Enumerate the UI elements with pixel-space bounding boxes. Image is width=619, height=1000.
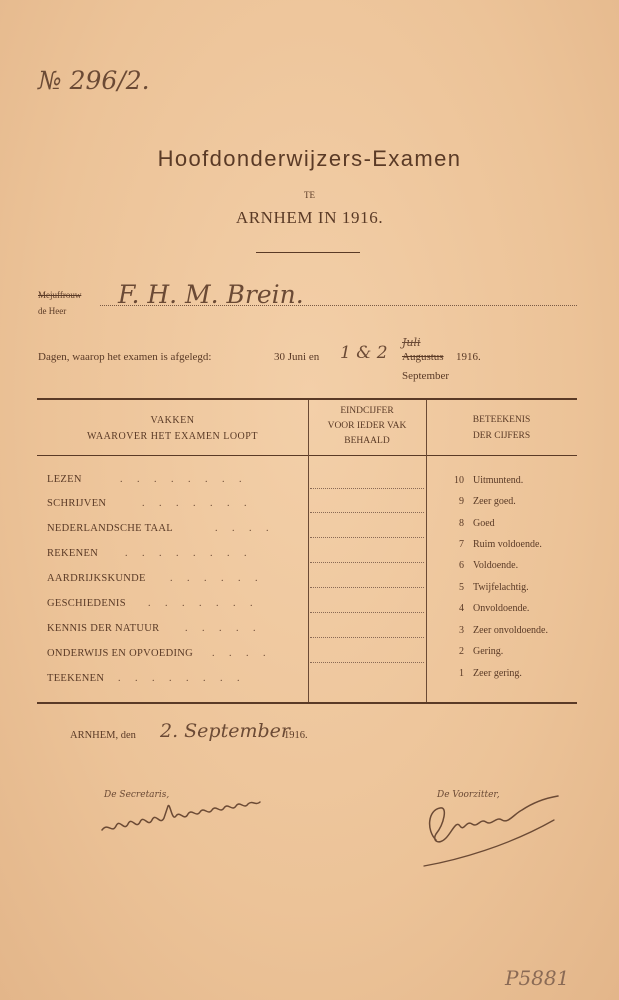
grade-meaning: Uitmuntend. <box>473 475 524 486</box>
certificate-number: № 296/2. <box>38 66 150 95</box>
subject-label: GESCHIEDENIS <box>47 598 126 609</box>
chairman-label: De Voorzitter, <box>437 790 500 800</box>
subject-leader-dots: . . . . . . . . <box>125 548 253 559</box>
grade-meaning: Twijfelachtig. <box>473 582 529 593</box>
grade-meaning: Gering. <box>473 646 504 657</box>
place-date-year: 1916. <box>284 730 308 741</box>
place-date-handwritten: 2. September <box>160 720 290 742</box>
subject-label: NEDERLANDSCHE TAAL <box>47 523 173 534</box>
grade-number: 6 <box>459 560 464 571</box>
col-subjects-header-line1: VAKKEN <box>150 415 195 426</box>
grade-cell <box>310 612 424 613</box>
table-bottom-rule <box>37 702 577 704</box>
dates-printed-day: 30 Juni en <box>274 351 320 363</box>
subject-label: KENNIS DER NATUUR <box>47 623 160 634</box>
grade-meaning: Zeer gering. <box>473 668 522 679</box>
grade-number: 3 <box>459 625 464 636</box>
salutation-struck: Mejuffrouw <box>38 290 82 300</box>
subject-label: REKENEN <box>47 548 99 559</box>
document-title: Hoofdonderwijzers-Examen <box>157 146 462 171</box>
grade-number: 4 <box>459 603 464 614</box>
grade-number: 10 <box>454 475 464 486</box>
table-header-rule <box>37 455 577 456</box>
subject-label: LEZEN <box>47 474 82 485</box>
col-meaning-header-line1: BETEEKENIS <box>472 415 531 425</box>
grade-cell <box>310 637 424 638</box>
title-rule <box>256 252 360 253</box>
subject-label: TEEKENEN <box>47 673 105 684</box>
subject-leader-dots: . . . . . . . . <box>120 474 248 485</box>
dates-year: 1916. <box>456 351 481 363</box>
candidate-name: F. H. M. Brein. <box>118 280 304 309</box>
title-te: TE <box>304 190 315 200</box>
grade-meaning: Onvoldoende. <box>473 603 530 614</box>
subject-leader-dots: . . . . . . <box>170 573 264 584</box>
col-meaning-header-line2: DER CIJFERS <box>472 431 531 441</box>
dates-month-struck-1: Juli <box>402 336 421 349</box>
subject-label: SCHRIJVEN <box>47 498 107 509</box>
grade-meaning: Zeer onvoldoende. <box>473 625 548 636</box>
subject-leader-dots: . . . . . . . . <box>118 673 246 684</box>
grade-cell <box>310 512 424 513</box>
dates-prefix: Dagen, waarop het examen is afgelegd: <box>38 351 212 363</box>
grade-cell <box>310 662 424 663</box>
grade-number: 7 <box>459 539 464 550</box>
col-grade-header-line3: BEHAALD <box>344 436 390 446</box>
dates-month-added: September <box>402 370 450 382</box>
grade-number: 5 <box>459 582 464 593</box>
subject-leader-dots: . . . . <box>212 648 272 659</box>
dates-handwritten-days: 1 & 2 <box>340 343 388 363</box>
grade-meaning: Voldoende. <box>473 560 519 571</box>
place-date-prefix: ARNHEM, den <box>70 730 136 741</box>
subject-label: ONDERWIJS EN OPVOEDING <box>47 648 194 659</box>
grade-meaning: Ruim voldoende. <box>473 539 542 550</box>
grade-cell <box>310 587 424 588</box>
salutation: de Heer <box>38 306 67 316</box>
grade-meaning: Zeer goed. <box>473 496 516 507</box>
table-col-divider-2 <box>426 400 427 702</box>
grade-number: 8 <box>459 518 464 529</box>
subject-leader-dots: . . . . . <box>185 623 262 634</box>
grade-number: 1 <box>459 668 464 679</box>
grade-cell <box>310 562 424 563</box>
col-grade-header-line1: EINDCIJFER <box>340 406 394 416</box>
title-place-year: ARNHEM IN 1916. <box>235 208 384 227</box>
chairman-signature <box>418 790 568 870</box>
subject-label: AARDRIJKSKUNDE <box>47 573 146 584</box>
grade-number: 9 <box>459 496 464 507</box>
grade-cell <box>310 537 424 538</box>
subject-leader-dots: . . . . . . . <box>148 598 259 609</box>
grade-meaning: Goed <box>473 518 495 529</box>
subject-leader-dots: . . . . . . . <box>142 498 253 509</box>
grade-number: 2 <box>459 646 464 657</box>
secretary-label: De Secretaris, <box>104 790 170 800</box>
grade-cell <box>310 488 424 489</box>
archive-number: P5881 <box>505 966 570 990</box>
name-dotted-line <box>100 305 577 306</box>
col-grade-header-line2: VOOR IEDER VAK <box>327 421 407 431</box>
dates-month-struck-2: Augustus <box>402 351 444 363</box>
secretary-signature <box>98 782 268 842</box>
col-subjects-header-line2: WAAROVER HET EXAMEN LOOPT <box>87 431 258 442</box>
subject-leader-dots: . . . . <box>215 523 275 534</box>
table-top-rule <box>37 398 577 400</box>
